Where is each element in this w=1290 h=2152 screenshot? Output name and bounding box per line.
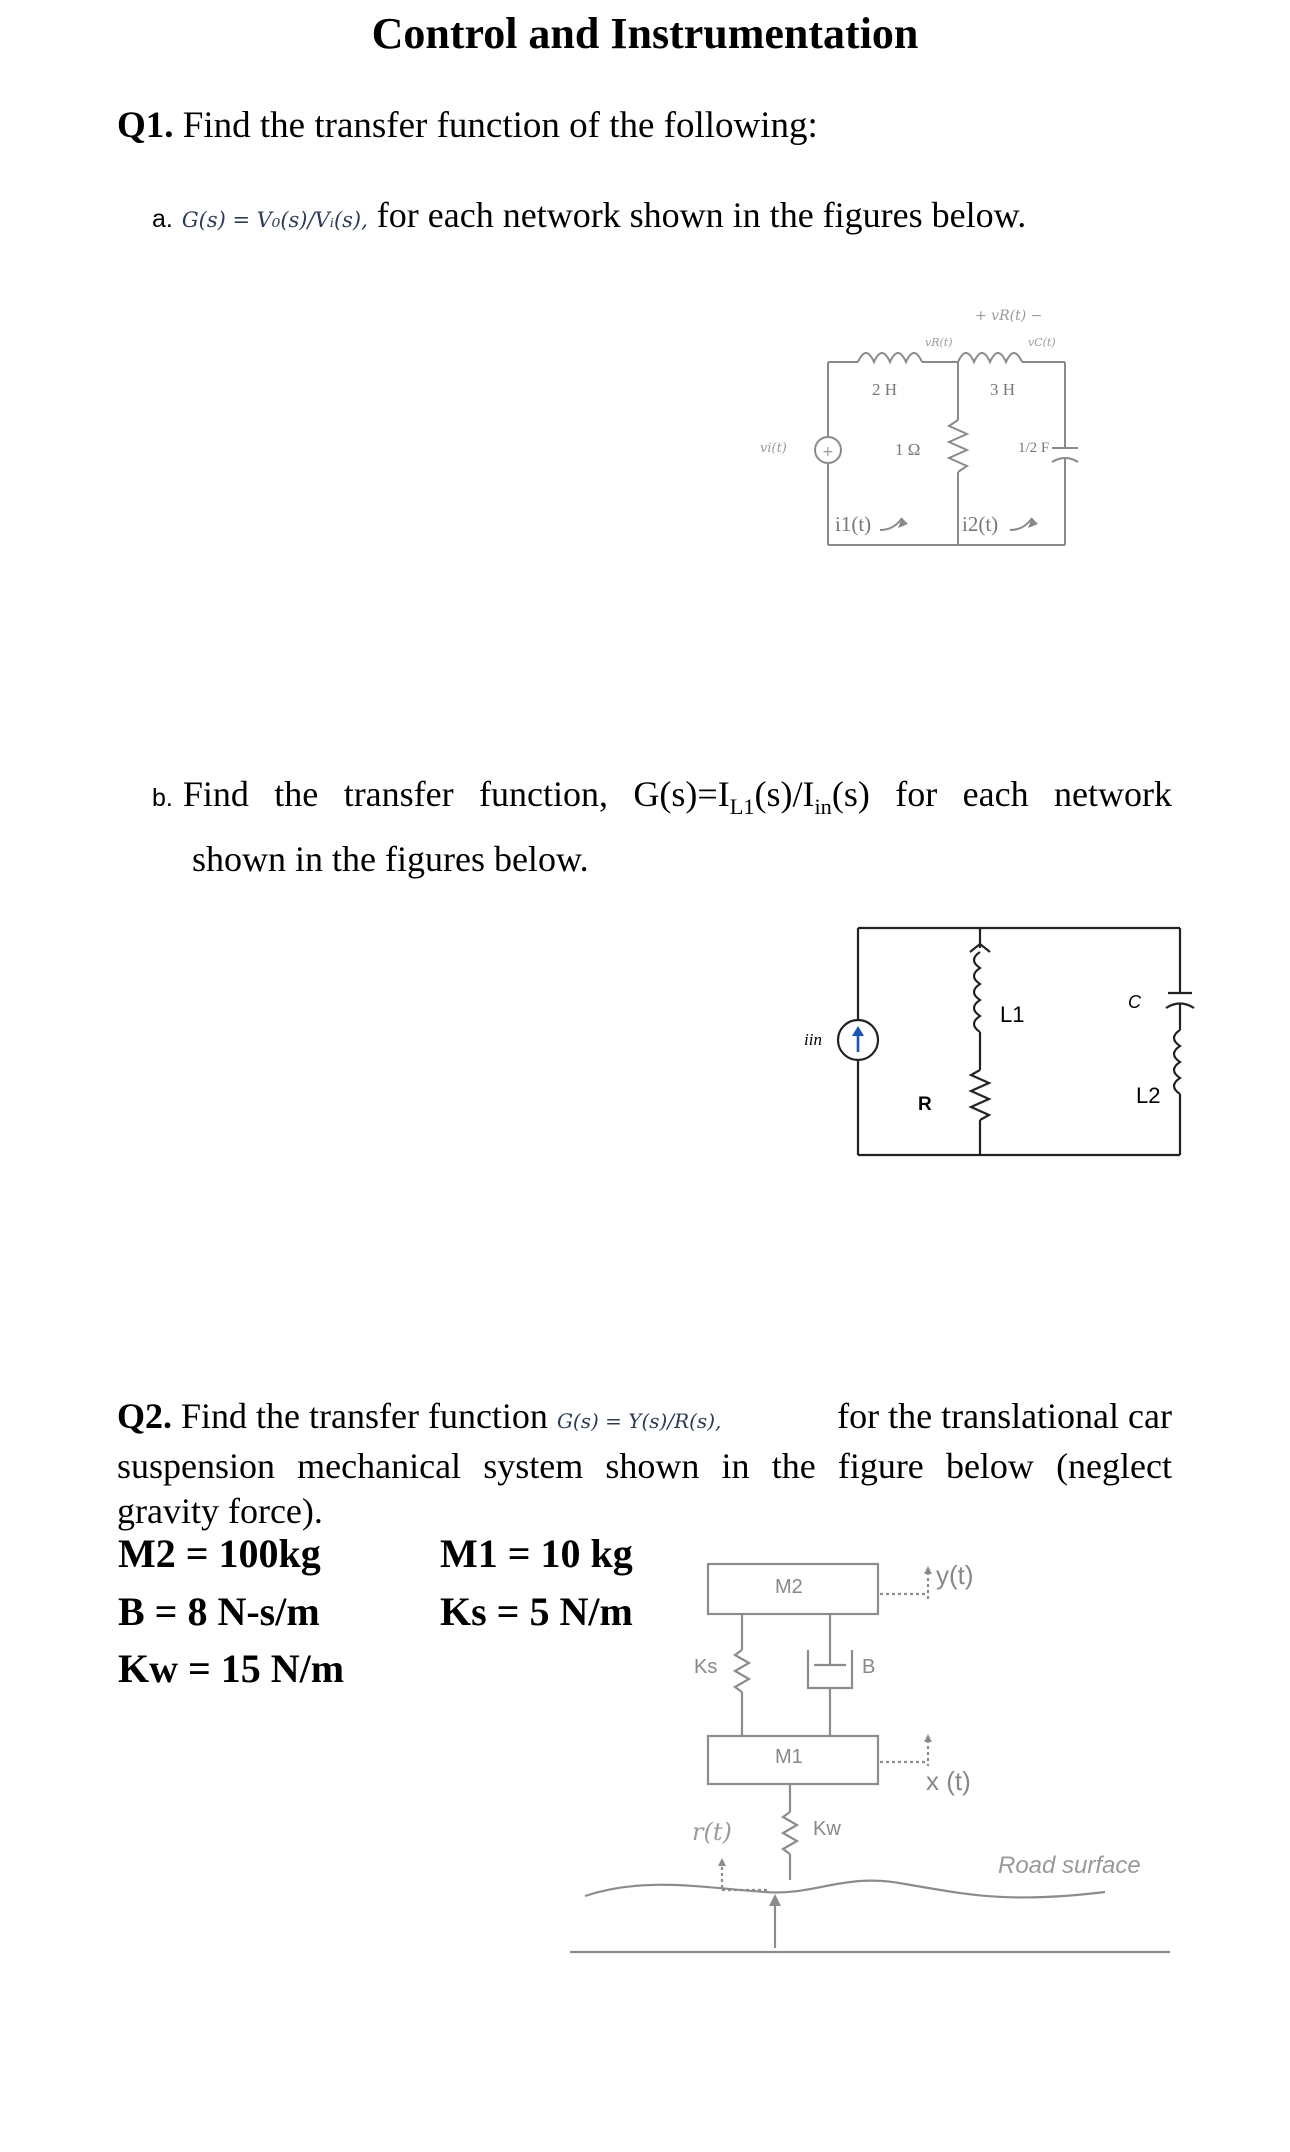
part-a-text: for each network shown in the figures below. (376, 195, 1027, 235)
circuit-b-l2: L2 (1136, 1083, 1161, 1108)
page-title: Control and Instrumentation (371, 9, 919, 58)
damper-b (808, 1650, 852, 1688)
q1-part-a (152, 194, 1026, 236)
fig-ks: Ks (694, 1656, 718, 1678)
param-m2: M2 = 100kg (118, 1531, 321, 1576)
circuit-b-source: iin (804, 1030, 822, 1049)
part-a-label: a. (152, 205, 173, 233)
resistor-r (971, 1070, 989, 1120)
part-b-word-9: network (1053, 774, 1172, 814)
circuit-a-vr-sub: vR(t) (925, 336, 953, 349)
q2-text-post: for the translational car (837, 1396, 1172, 1436)
spring-ks (735, 1650, 749, 1692)
param-m1: M1 = 10 kg (440, 1531, 633, 1576)
circuit-a-l2: 3 H (990, 380, 1016, 399)
fig-x: x (t) (926, 1766, 971, 1796)
q2-label: Q2. (117, 1396, 173, 1436)
q1-heading (117, 104, 818, 147)
inductor-2h (858, 353, 922, 362)
inductor-l1 (974, 952, 980, 1032)
part-b-word-7: for (895, 774, 938, 814)
part-b-word-0: Find (182, 774, 249, 814)
part-b-word-1: the (274, 774, 319, 814)
circuit-a-c: 1/2 F (1018, 440, 1050, 456)
q2-line2: suspension mechanical system shown in the figure below (neglect (117, 1446, 1172, 1486)
part-b-sub-in: in (814, 794, 832, 820)
part-b-word-6: (s) (831, 774, 870, 814)
param-b: B = 8 N-s/m (118, 1589, 320, 1634)
part-b-word-3: function, (479, 774, 609, 814)
spring-kw (783, 1812, 797, 1854)
circuit-b-l1: L1 (1000, 1002, 1025, 1027)
q2-text (117, 1394, 1172, 1534)
param-ks: Ks = 5 N/m (440, 1589, 633, 1634)
circuit-a-vc-label: vC(t) (1028, 336, 1056, 349)
circuit-a-i2: i2(t) (962, 512, 999, 536)
part-b-word-2: transfer (343, 774, 454, 814)
fig-y: y(t) (936, 1560, 974, 1590)
fig-road: Road surface (998, 1852, 1141, 1879)
q1-part-b (152, 768, 1172, 885)
q2-formula: G(s) = Y(s)/R(s), (556, 1409, 722, 1433)
circuit-a-source: vi(t) (760, 441, 787, 456)
inductor-l2 (1174, 1030, 1180, 1094)
circuit-b-r: R (918, 1094, 932, 1115)
param-kw: Kw = 15 N/m (118, 1646, 345, 1691)
part-a-formula: G(s) = V₀(s)/Vᵢ(s), (181, 208, 368, 232)
circuit-b-c: C (1128, 992, 1141, 1012)
q1-label: Q1. (117, 105, 174, 146)
part-b-label: b. (152, 784, 173, 812)
current-source (838, 1020, 878, 1060)
part-b-word-5: (s)/I (754, 774, 815, 814)
part-b-line2: shown in the figures below. (192, 839, 589, 880)
q1-text: Find the transfer function of the following: (182, 105, 818, 146)
fig-m1: M1 (775, 1746, 803, 1768)
circuit-a-vr-label: + vR(t) − (975, 308, 1043, 324)
voltage-source (815, 437, 841, 463)
circuit-a-l1: 2 H (872, 380, 898, 399)
circuit-a-i1: i1(t) (835, 512, 872, 536)
part-b-word-4: G(s)=I (633, 774, 730, 814)
fig-m2: M2 (775, 1576, 803, 1598)
circuit-a-r: 1 Ω (895, 440, 921, 459)
q2-text-pre: Find the transfer function (181, 1396, 548, 1436)
svg-text:+: + (822, 444, 834, 460)
fig-r: r(t) (692, 1818, 732, 1846)
inductor-3h (958, 353, 1022, 362)
part-b-word-8: each (962, 774, 1029, 814)
resistor-1ohm (949, 420, 967, 472)
part-b-sub-l1: L1 (729, 794, 755, 820)
road-surface (585, 1881, 1105, 1898)
q2-line3: gravity force). (117, 1491, 323, 1531)
fig-kw: Kw (813, 1818, 841, 1840)
fig-b: B (862, 1656, 876, 1678)
